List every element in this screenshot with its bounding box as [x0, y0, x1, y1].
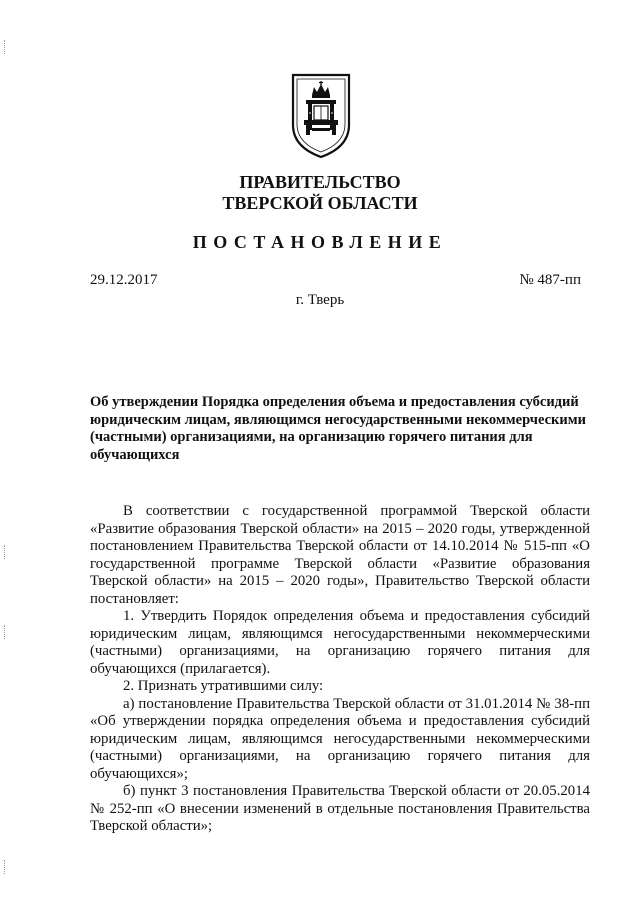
- document-city: г. Тверь: [295, 292, 345, 308]
- scan-margin-mark: [4, 40, 7, 54]
- scan-margin-mark: [4, 625, 7, 639]
- item-2a-paragraph: а) постановление Правительства Тверской области от 31.01.2014 № 38-пп «Об утверждении порядка определения объема и предоставления субсидий юридическим лицам, являющимся негосударственными некоммерческими (частными) организациями, на организацию горячего питания для обучающихся»;: [90, 695, 590, 782]
- preamble-paragraph: В соответствии с государственной программой Тверской области «Развитие образования Тверской области» на 2015 – 2020 годы, утвержденной постановлением Правительства Тверской области от 14.10.2014 № 515-пп «О государственной программе Тверской области «Развитие образования Тверской области» на 2015 – 2020 годы», Правительство Тверской области постановляет:: [90, 503, 590, 607]
- government-title-line2: ТВЕРСКОЙ ОБЛАСТИ: [222, 193, 418, 213]
- item-2-paragraph: 2. Признать утратившими силу:: [123, 678, 324, 694]
- scan-margin-mark: [4, 545, 7, 559]
- government-title-line1: ПРАВИТЕЛЬСТВО: [239, 172, 401, 192]
- scan-margin-mark: [4, 860, 7, 874]
- document-number: № 487-пп: [519, 272, 581, 288]
- document-body: [90, 503, 590, 836]
- document-subject: Об утверждении Порядка определения объема и предоставления субсидий юридическим лицам, являющимся негосударственными некоммерческими (частными) организациями, на организацию горячего питания для обучающихся: [90, 394, 586, 463]
- item-1-paragraph: 1. Утвердить Порядок определения объема и предоставления субсидий юридическим лицам, являющимся негосударственными некоммерческими (частными) организациями, на организацию горячего питания для обучающихся (прилагается).: [90, 608, 590, 677]
- item-2b-paragraph: б) пункт 3 постановления Правительства Тверской области от 20.05.2014 № 252-пп «О внесении изменений в отдельные постановления Правительства Тверской области»;: [90, 783, 590, 834]
- document-date: 29.12.2017: [90, 272, 158, 288]
- document-type: ПОСТАНОВЛЕНИЕ: [192, 232, 448, 252]
- coat-of-arms-icon: [290, 73, 352, 159]
